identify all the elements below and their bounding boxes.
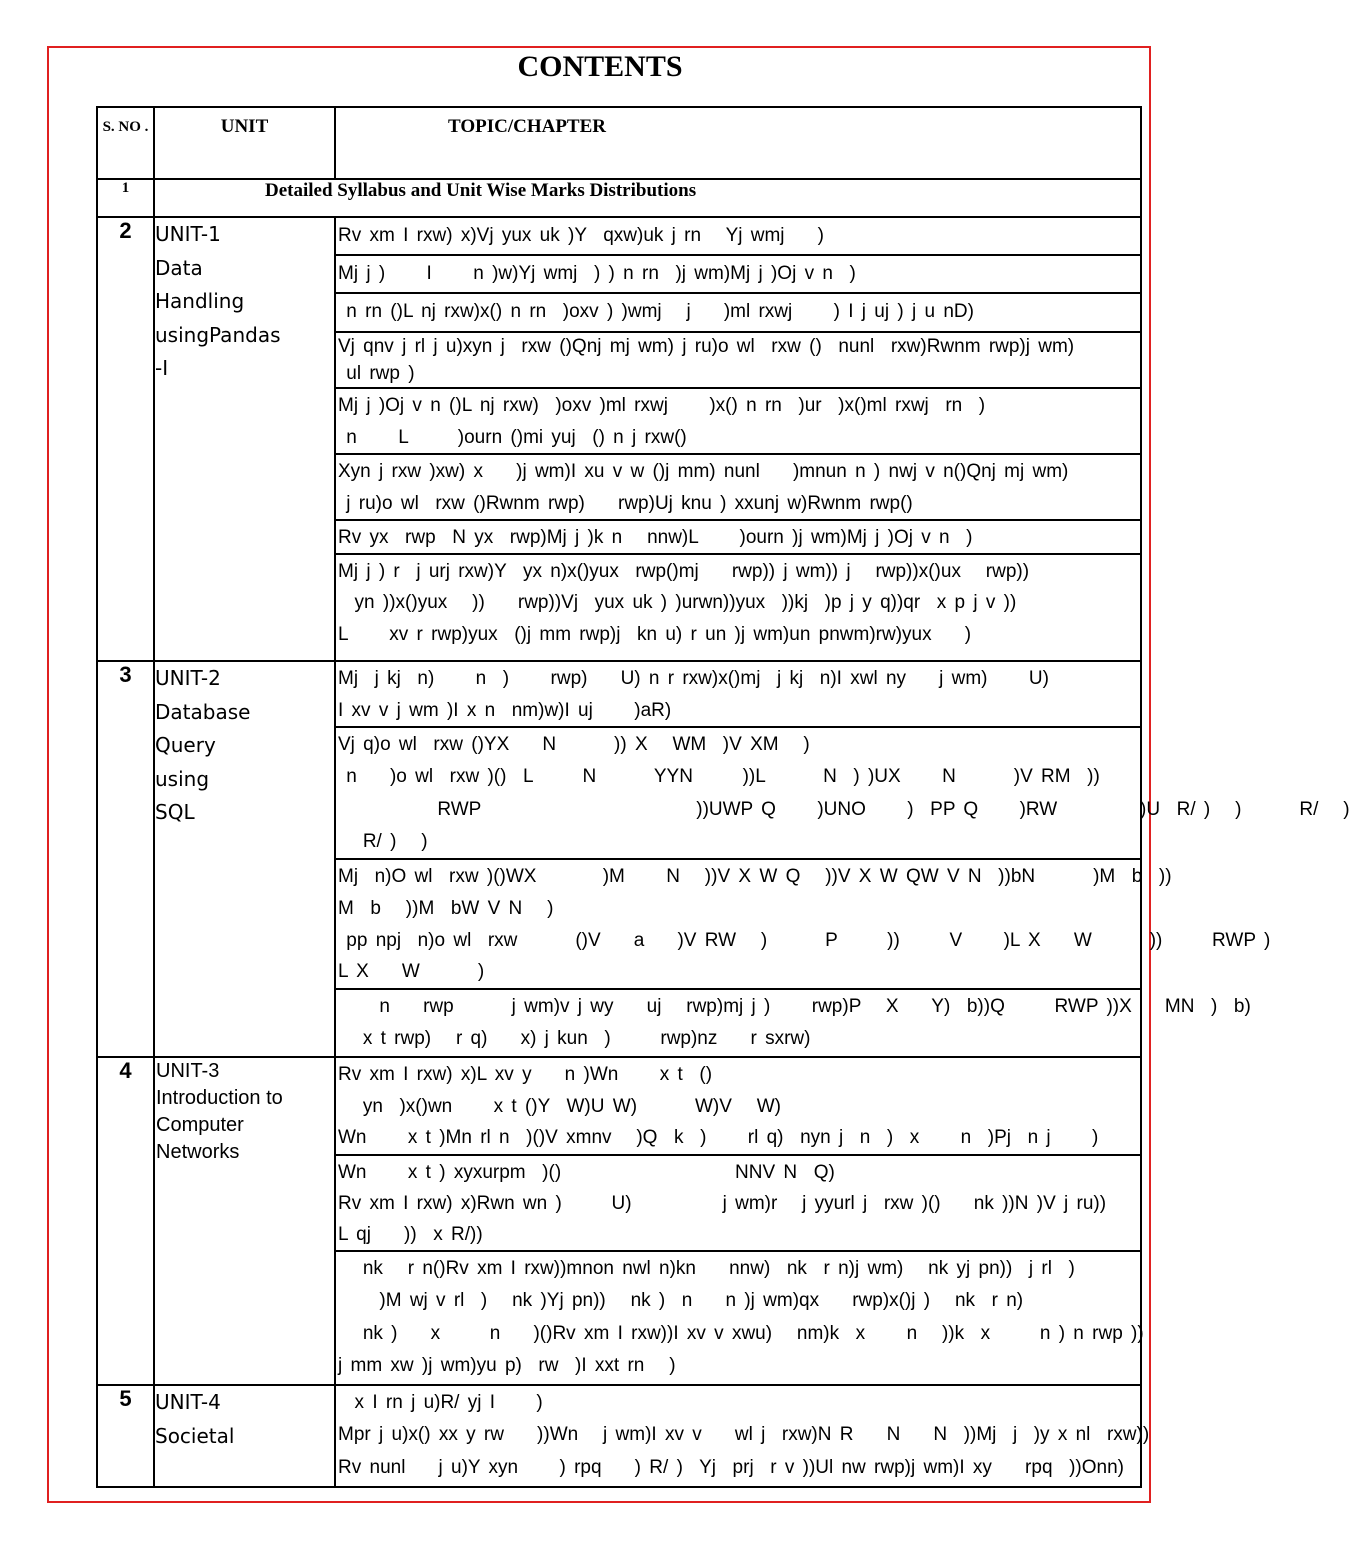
topic-line: n rwp j wm)v j wy uj rwp)mj j ) rwp)P X Y) b))Q RWP ))X MN ) b): [338, 996, 1251, 1017]
unit-name-line: Societal: [155, 1423, 235, 1448]
topic-line: j mm xw )j wm)yu p) rw )I xxt rn ): [338, 1354, 676, 1376]
unit-name-line: Computer: [156, 1114, 244, 1136]
topic-item: [336, 389, 1140, 455]
table-row-syllabus: [97, 179, 1141, 217]
topic-line: R/ ) ): [338, 830, 428, 852]
header-topic: TOPIC/CHAPTER: [335, 107, 1141, 179]
unit-name-line: using: [155, 766, 210, 791]
topic-line: M b ))M bW V N ): [338, 897, 554, 919]
row-number: 1: [97, 179, 154, 217]
topic-item: [336, 728, 1350, 860]
topic-line: ul rwp ): [338, 362, 415, 384]
unit-name-line: UNIT-3: [156, 1060, 220, 1082]
topic-item: [336, 333, 1140, 389]
topic-item: [336, 256, 1140, 294]
unit-name-line: SQL: [155, 800, 195, 824]
topic-item: [336, 1058, 1140, 1156]
topic-line: L xv r rwp)yux ()j mm rwp)j kn u) r un )j wm)un pnwm)rw)yux ): [338, 623, 972, 645]
row-number: 5: [97, 1385, 154, 1487]
topics-cell: [335, 661, 1350, 1057]
unit-name-line: Networks: [156, 1141, 240, 1163]
unit-name: [154, 1385, 335, 1487]
topic-item: [336, 1252, 1144, 1384]
topic-line: I xv v j wm )I x n nm)w)I uj )aR): [338, 699, 672, 721]
table-header-row: [97, 107, 1141, 179]
topic-line: Wn x t ) xyxurpm )() NNV N Q): [338, 1162, 835, 1183]
unit-name-line: UNIT-2: [155, 666, 221, 690]
topic-line: n rn ()L nj rxw)x() n rn )oxv ) )wmj j )ml rxwj ) I j uj ) j u nD): [338, 301, 974, 322]
unit-name: [154, 1057, 335, 1385]
topic-item: [336, 555, 1140, 652]
topic-line: Rv nunl j u)Y xyn ) rpq ) R/ ) Yj prj r v ))Ul nw rwp)j wm)I xy rpq ))Onn): [338, 1456, 1124, 1478]
unit-name-line: usingPandas: [155, 322, 281, 347]
topic-line: Mj n)O wl rxw )()WX )M N ))V X W Q ))V X W QW V N ))bN )M b )): [338, 866, 1172, 887]
header-unit: UNIT: [154, 107, 335, 179]
topic-line: Mj j )Oj v n ()L nj rxw) )oxv )ml rxwj )x() n rn )ur )x()ml rxwj rn ): [338, 395, 986, 416]
topic-line: Xyn j rxw )xw) x )j wm)I xu v w ()j mm) nunl )mnun n ) nwj v n()Qnj mj wm): [338, 461, 1069, 482]
table-row: [97, 1057, 1141, 1385]
topic-item: [336, 990, 1251, 1056]
page-title: CONTENTS: [517, 50, 683, 83]
unit-name-line: Query: [155, 733, 216, 757]
topic-line: Rv xm I rxw) x)L xv y n )Wn x t (): [338, 1064, 713, 1085]
topic-line: x I rn j u)R/ yj I ): [338, 1392, 543, 1413]
unit-name-line: Handling: [155, 289, 245, 313]
topic-line: n )o wl rxw )() L N YYN ))L N ) )UX N )V RM )): [338, 766, 1100, 788]
topic-line: Rv yx rwp N yx rwp)Mj j )k n nnw)L )ourn )j wm)Mj j )Oj v n ): [338, 527, 973, 548]
syllabus-title: Detailed Syllabus and Unit Wise Marks Distributions: [154, 179, 1141, 217]
topic-line: yn )x()wn x t ()Y W)U W) W)V W): [338, 1095, 782, 1117]
row-number: 4: [97, 1057, 154, 1385]
unit-name-line: UNIT-1: [155, 222, 221, 246]
topic-line: )M wj v rl ) nk )Yj pn)) nk ) n n )j wm)qx rwp)x()j ) nk r n): [338, 1290, 1024, 1312]
topic-line: nk r n()Rv xm I rxw))mnon nwl n)kn nnw) nk r n)j wm) nk yj pn)) j rl ): [338, 1258, 1075, 1279]
topic-line: Mj j kj n) n ) rwp) U) n r rxw)x()mj j kj n)I xwl ny j wm) U): [338, 668, 1049, 689]
unit-name-line: Introduction to: [156, 1087, 283, 1109]
topic-item: [336, 294, 1140, 333]
topic-line: Rv xm I rxw) x)Vj yux uk )Y qxw)uk j rn Yj wmj ): [338, 225, 824, 246]
topic-item: [336, 662, 1140, 728]
unit-name: [154, 661, 335, 1057]
topic-item: [336, 1386, 1150, 1486]
unit-name-line: UNIT-4: [155, 1390, 221, 1414]
contents-table: [96, 106, 1350, 1488]
topic-item: [336, 218, 1140, 256]
topic-line: Wn x t )Mn rl n )()V xmnv )Q k ) rl q) nyn j n ) x n )Pj n j ): [338, 1127, 1099, 1149]
topic-line: j ru)o wl rxw ()Rwnm rwp) rwp)Uj knu ) xxunj w)Rwnm rwp(): [338, 492, 913, 514]
topic-line: pp npj n)o wl rxw ()V a )V RW ) P )) V )L X W )) RWP ): [338, 929, 1271, 951]
unit-name: [154, 217, 335, 661]
table-row: [97, 661, 1141, 1057]
topic-item: [336, 1156, 1140, 1252]
topic-line: Vj q)o wl rxw ()YX N )) X WM )V XM ): [338, 734, 810, 755]
topic-line: RWP ))UWP Q )UNO ) PP Q )RW )U R/ ) ) R/ ): [338, 798, 1350, 820]
table-row: [97, 1385, 1141, 1487]
unit-name-line: Database: [155, 699, 251, 724]
topics-cell: [335, 217, 1141, 661]
topic-item: [336, 455, 1140, 521]
topic-line: L qj )) x R/)): [338, 1224, 483, 1245]
row-number: 3: [97, 661, 154, 1057]
topic-line: Mj j ) r j urj rxw)Y yx n)x()yux rwp()mj rwp)) j wm)) j rwp))x()ux rwp)): [338, 561, 1030, 582]
topics-cell: [335, 1385, 1150, 1487]
topic-line: yn ))x()yux )) rwp))Vj yux uk ) )urwn))yux ))kj )p j y q))qr x p j v )): [338, 592, 1017, 614]
header-sno: S. NO .: [97, 107, 154, 179]
topic-line: nk ) x n )()Rv xm I rxw))I xv v xwu) nm)k x n ))k x n ) n rwp )): [338, 1322, 1144, 1344]
topic-line: Mj j ) I n )w)Yj wmj ) ) n rn )j wm)Mj j )Oj v n ): [338, 263, 856, 284]
row-number: 2: [97, 217, 154, 661]
topic-line: Mpr j u)x() xx y rw ))Wn j wm)I xv v wl j rxw)N R N N ))Mj j )y x nl rxw)): [338, 1424, 1150, 1446]
table-row: [97, 217, 1141, 661]
topic-line: x t rwp) r q) x) j kun ) rwp)nz r sxrw): [338, 1027, 811, 1049]
topic-line: Rv xm I rxw) x)Rwn wn ) U) j wm)r j yyurl j rxw )() nk ))N )V j ru)): [338, 1193, 1107, 1214]
topic-line: Vj qnv j rl j u)xyn j rxw ()Qnj mj wm) j ru)o wl rxw () nunl rxw)Rwnm rwp)j wm): [338, 336, 1075, 357]
topic-line: n L )ourn ()mi yuj () n j rxw(): [338, 426, 687, 448]
unit-name-line: -I: [155, 356, 169, 380]
topic-line: L X W ): [338, 961, 485, 983]
topic-item: [336, 860, 1271, 990]
topic-item: [336, 521, 1140, 555]
topics-cell: [335, 1057, 1144, 1385]
unit-name-line: Data: [155, 255, 203, 280]
